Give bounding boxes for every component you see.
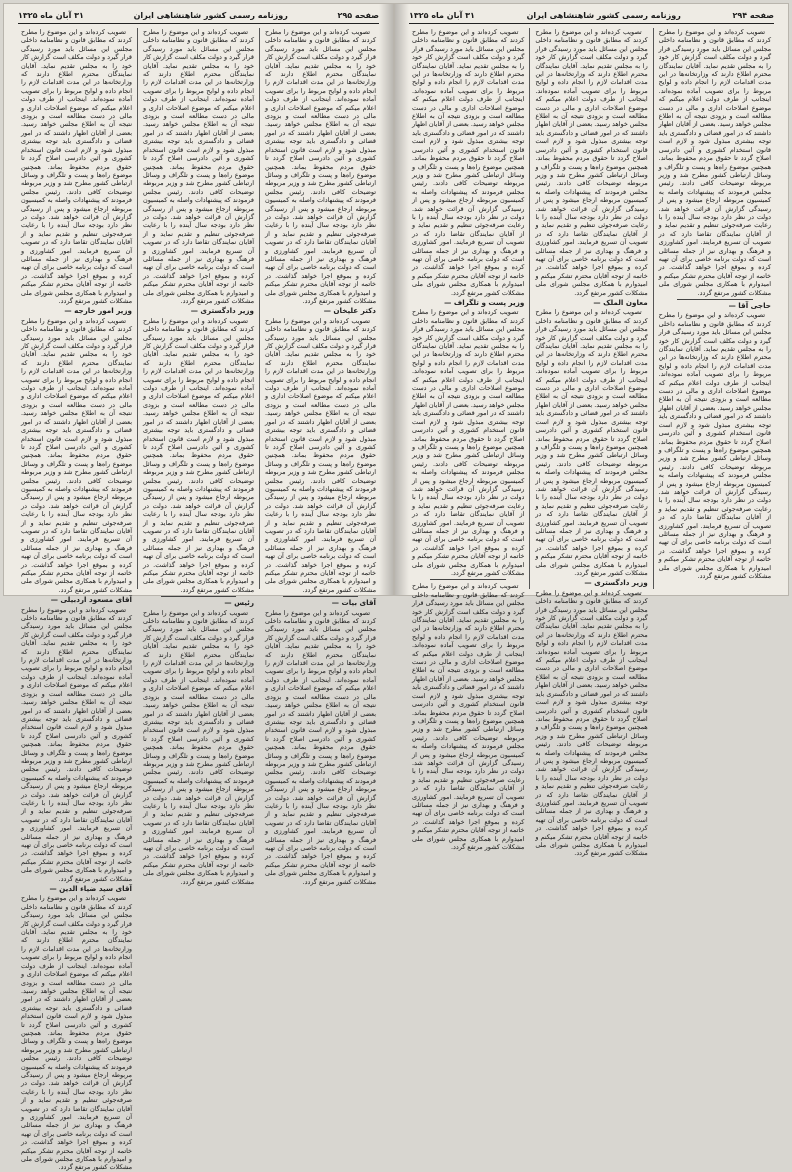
document-spread <box>3 3 789 1172</box>
body-text: تصویب کرده‌اند و این موضوع را مطرح کردند که مطابق قانون و نظامنامه داخلی مجلس این مسائل باید مورد رسیدگی قرار گیرد و دولت مکلف است گزارش کار خود را به مجلس تقدیم نماید. آقایان نمایندگان محترم اطلاع دارند که وزارتخانه‌ها در این مدت اقدامات لازم را انجام داده و لوایح مربوط را برای تصویب آماده نموده‌اند. اینجانب از طرف دولت اعلام میکنم که موضوع اصلاحات اداری و مالی در دست مطالعه است و بزودی نتیجه آن به اطلاع مجلس خواهد رسید. بعضی از آقایان اظهار داشتند که در امور قضائی و دادگستری باید توجه بیشتری مبذول شود و لازم است قانون استخدام کشوری و آئین دادرسی اصلاح گردد تا حقوق مردم محفوظ بماند. همچنین موضوع راه‌ها و پست و تلگراف و وسائل ارتباطی کشور مطرح شد و وزیر مربوطه توضیحات کافی دادند. رئیس مجلس فرمودند که پیشنهادات واصله به کمیسیون مربوطه ارجاع میشود و پس از رسیدگی گزارش آن قرائت خواهد شد. دولت در نظر دارد بودجه سال آینده را با رعایت صرفه‌جوئی تنظیم و تقدیم نماید و از آقایان نمایندگان تقاضا دارد که در تصویب آن تسریع فرمایند. امور کشاورزی و فرهنگ و بهداری نیز از جمله مسائلی است که دولت برنامه خاصی برای آن تهیه کرده و بموقع اجرا خواهد گذاشت. در خاتمه از توجه آقایان محترم تشکر میکنم و امیدوارم با همکاری مجلس شورای ملی مشکلات کشور مرتفع گردد. <box>21 894 132 1172</box>
section-heading: وزیر پست و تلگراف — <box>444 298 525 307</box>
body-text: تصویب کرده‌اند و این موضوع را مطرح کردند که مطابق قانون و نظامنامه داخلی مجلس این مسائل باید مورد رسیدگی قرار گیرد و دولت مکلف است گزارش کار خود را به مجلس تقدیم نماید. آقایان نمایندگان محترم اطلاع دارند که وزارتخانه‌ها در این مدت اقدامات لازم را انجام داده و لوایح مربوط را برای تصویب آماده نموده‌اند. اینجانب از طرف دولت اعلام میکنم که موضوع اصلاحات اداری و مالی در دست مطالعه است و بزودی نتیجه آن به اطلاع مجلس خواهد رسید. بعضی از آقایان اظهار داشتند که در امور قضائی و دادگستری باید توجه بیشتری مبذول شود و لازم است قانون استخدام کشوری و آئین دادرسی اصلاح گردد تا حقوق مردم محفوظ بماند. همچنین موضوع راه‌ها و پست و تلگراف و وسائل ارتباطی کشور مطرح شد و وزیر مربوطه توضیحات کافی دادند. رئیس مجلس فرمودند که پیشنهادات واصله به کمیسیون مربوطه ارجاع میشود و پس از رسیدگی گزارش آن قرائت خواهد شد. دولت در نظر دارد بودجه سال آینده را با رعایت صرفه‌جوئی تنظیم و تقدیم نماید و از آقایان نمایندگان تقاضا دارد که در تصویب آن تسریع فرمایند. امور کشاورزی و فرهنگ و بهداری نیز از جمله مسائلی است که دولت برنامه خاصی برای آن تهیه کرده و بموقع اجرا خواهد گذاشت. در خاتمه از توجه آقایان محترم تشکر میکنم و امیدوارم با همکاری مجلس شورای ملی مشکلات کشور مرتفع گردد. <box>412 28 525 297</box>
left-column-3 <box>16 28 137 1172</box>
right-column-1 <box>653 28 776 589</box>
body-text: تصویب کرده‌اند و این موضوع را مطرح کردند که مطابق قانون و نظامنامه داخلی مجلس این مسائل باید مورد رسیدگی قرار گیرد و دولت مکلف است گزارش کار خود را به مجلس تقدیم نماید. آقایان نمایندگان محترم اطلاع دارند که وزارتخانه‌ها در این مدت اقدامات لازم را انجام داده و لوایح مربوط را برای تصویب آماده نموده‌اند. اینجانب از طرف دولت اعلام میکنم که موضوع اصلاحات اداری و مالی در دست مطالعه است و بزودی نتیجه آن به اطلاع مجلس خواهد رسید. بعضی از آقایان اظهار داشتند که در امور قضائی و دادگستری باید توجه بیشتری مبذول شود و لازم است قانون استخدام کشوری و آئین دادرسی اصلاح گردد تا حقوق مردم محفوظ بماند. همچنین موضوع راه‌ها و پست و تلگراف و وسائل ارتباطی کشور مطرح شد و وزیر مربوطه توضیحات کافی دادند. رئیس مجلس فرمودند که پیشنهادات واصله به کمیسیون مربوطه ارجاع میشود و پس از رسیدگی گزارش آن قرائت خواهد شد. دولت در نظر دارد بودجه سال آینده را با رعایت صرفه‌جوئی تنظیم و تقدیم نماید و از آقایان نمایندگان تقاضا دارد که در تصویب آن تسریع فرمایند. امور کشاورزی و فرهنگ و بهداری نیز از جمله مسائلی است که دولت برنامه خاصی برای آن تهیه کرده و بموقع اجرا خواهد گذاشت. در خاتمه از توجه آقایان محترم تشکر میکنم و امیدوارم با همکاری مجلس شورای ملی مشکلات کشور مرتفع گردد. <box>535 308 648 577</box>
right-header-page-label: صفحه ۲۹۴ <box>732 10 774 20</box>
body-text: تصویب کرده‌اند و این موضوع را مطرح کردند که مطابق قانون و نظامنامه داخلی مجلس این مسائل باید مورد رسیدگی قرار گیرد و دولت مکلف است گزارش کار خود را به مجلس تقدیم نماید. آقایان نمایندگان محترم اطلاع دارند که وزارتخانه‌ها در این مدت اقدامات لازم را انجام داده و لوایح مربوط را برای تصویب آماده نموده‌اند. اینجانب از طرف دولت اعلام میکنم که موضوع اصلاحات اداری و مالی در دست مطالعه است و بزودی نتیجه آن به اطلاع مجلس خواهد رسید. بعضی از آقایان اظهار داشتند که در امور قضائی و دادگستری باید توجه بیشتری مبذول شود و لازم است قانون استخدام کشوری و آئین دادرسی اصلاح گردد تا حقوق مردم محفوظ بماند. همچنین موضوع راه‌ها و پست و تلگراف و وسائل ارتباطی کشور مطرح شد و وزیر مربوطه توضیحات کافی دادند. رئیس مجلس فرمودند که پیشنهادات واصله به کمیسیون مربوطه ارجاع میشود و پس از رسیدگی گزارش آن قرائت خواهد شد. دولت در نظر دارد بودجه سال آینده را با رعایت صرفه‌جوئی تنظیم و تقدیم نماید و از آقایان نمایندگان تقاضا دارد که در تصویب آن تسریع فرمایند. امور کشاورزی و فرهنگ و بهداری نیز از جمله مسائلی است که دولت برنامه خاصی برای آن تهیه کرده و بموقع اجرا خواهد گذاشت. در خاتمه از توجه آقایان محترم تشکر میکنم و امیدوارم با همکاری مجلس شورای ملی مشکلات کشور مرتفع گردد. <box>21 316 132 594</box>
body-text: تصویب کرده‌اند و این موضوع را مطرح کردند که مطابق قانون و نظامنامه داخلی مجلس این مسائل باید مورد رسیدگی قرار گیرد و دولت مکلف است گزارش کار خود را به مجلس تقدیم نماید. آقایان نمایندگان محترم اطلاع دارند که وزارتخانه‌ها در این مدت اقدامات لازم را انجام داده و لوایح مربوط را برای تصویب آماده نموده‌اند. اینجانب از طرف دولت اعلام میکنم که موضوع اصلاحات اداری و مالی در دست مطالعه است و بزودی نتیجه آن به اطلاع مجلس خواهد رسید. بعضی از آقایان اظهار داشتند که در امور قضائی و دادگستری باید توجه بیشتری مبذول شود و لازم است قانون استخدام کشوری و آئین دادرسی اصلاح گردد تا حقوق مردم محفوظ بماند. همچنین موضوع راه‌ها و پست و تلگراف و وسائل ارتباطی کشور مطرح شد و وزیر مربوطه توضیحات کافی دادند. رئیس مجلس فرمودند که پیشنهادات واصله به کمیسیون مربوطه ارجاع میشود و پس از رسیدگی گزارش آن قرائت خواهد شد. دولت در نظر دارد بودجه سال آینده را با رعایت صرفه‌جوئی تنظیم و تقدیم نماید و از آقایان نمایندگان تقاضا دارد که در تصویب آن تسریع فرمایند. امور کشاورزی و فرهنگ و بهداری نیز از جمله مسائلی است که دولت برنامه خاصی برای آن تهیه کرده و بموقع اجرا خواهد گذاشت. در خاتمه از توجه آقایان محترم تشکر میکنم و امیدوارم با همکاری مجلس شورای ملی مشکلات کشور مرتفع گردد. <box>143 608 254 886</box>
body-text: تصویب کرده‌اند و این موضوع را مطرح کردند که مطابق قانون و نظامنامه داخلی مجلس این مسائل باید مورد رسیدگی قرار گیرد و دولت مکلف است گزارش کار خود را به مجلس تقدیم نماید. آقایان نمایندگان محترم اطلاع دارند که وزارتخانه‌ها در این مدت اقدامات لازم را انجام داده و لوایح مربوط را برای تصویب آماده نموده‌اند. اینجانب از طرف دولت اعلام میکنم که موضوع اصلاحات اداری و مالی در دست مطالعه است و بزودی نتیجه آن به اطلاع مجلس خواهد رسید. بعضی از آقایان اظهار داشتند که در امور قضائی و دادگستری باید توجه بیشتری مبذول شود و لازم است قانون استخدام کشوری و آئین دادرسی اصلاح گردد تا حقوق مردم محفوظ بماند. همچنین موضوع راه‌ها و پست و تلگراف و وسائل ارتباطی کشور مطرح شد و وزیر مربوطه توضیحات کافی دادند. رئیس مجلس فرمودند که پیشنهادات واصله به کمیسیون مربوطه ارجاع میشود و پس از رسیدگی گزارش آن قرائت خواهد شد. دولت در نظر دارد بودجه سال آینده را با رعایت صرفه‌جوئی تنظیم و تقدیم نماید و از آقایان نمایندگان تقاضا دارد که در تصویب آن تسریع فرمایند. امور کشاورزی و فرهنگ و بهداری نیز از جمله مسائلی است که دولت برنامه خاصی برای آن تهیه کرده و بموقع اجرا خواهد گذاشت. در خاتمه از توجه آقایان محترم تشکر میکنم و امیدوارم با همکاری مجلس شورای ملی مشکلات کشور مرتفع گردد. <box>265 608 376 886</box>
section-heading: وزیر دادگستری — <box>190 306 254 316</box>
body-text: تصویب کرده‌اند و این موضوع را مطرح کردند که مطابق قانون و نظامنامه داخلی مجلس این مسائل باید مورد رسیدگی قرار گیرد و دولت مکلف است گزارش کار خود را به مجلس تقدیم نماید. آقایان نمایندگان محترم اطلاع دارند که وزارتخانه‌ها در این مدت اقدامات لازم را انجام داده و لوایح مربوط را برای تصویب آماده نموده‌اند. اینجانب از طرف دولت اعلام میکنم که موضوع اصلاحات اداری و مالی در دست مطالعه است و بزودی نتیجه آن به اطلاع مجلس خواهد رسید. بعضی از آقایان اظهار داشتند که در امور قضائی و دادگستری باید توجه بیشتری مبذول شود و لازم است قانون استخدام کشوری و آئین دادرسی اصلاح گردد تا حقوق مردم محفوظ بماند. همچنین موضوع راه‌ها و پست و تلگراف و وسائل ارتباطی کشور مطرح شد و وزیر مربوطه توضیحات کافی دادند. رئیس مجلس فرمودند که پیشنهادات واصله به کمیسیون مربوطه ارجاع میشود و پس از رسیدگی گزارش آن قرائت خواهد شد. دولت در نظر دارد بودجه سال آینده را با رعایت صرفه‌جوئی تنظیم و تقدیم نماید و از آقایان نمایندگان تقاضا دارد که در تصویب آن تسریع فرمایند. امور کشاورزی و فرهنگ و بهداری نیز از جمله مسائلی است که دولت برنامه خاصی برای آن تهیه کرده و بموقع اجرا خواهد گذاشت. در خاتمه از توجه آقایان محترم تشکر میکنم و امیدوارم با همکاری مجلس شورای ملی مشکلات کشور مرتفع گردد. <box>143 316 254 594</box>
right-header-rule <box>409 23 774 24</box>
left-column-1 <box>259 28 381 886</box>
body-text: تصویب کرده‌اند و این موضوع را مطرح کردند که مطابق قانون و نظامنامه داخلی مجلس این مسائل باید مورد رسیدگی قرار گیرد و دولت مکلف است گزارش کار خود را به مجلس تقدیم نماید. آقایان نمایندگان محترم اطلاع دارند که وزارتخانه‌ها در این مدت اقدامات لازم را انجام داده و لوایح مربوط را برای تصویب آماده نموده‌اند. اینجانب از طرف دولت اعلام میکنم که موضوع اصلاحات اداری و مالی در دست مطالعه است و بزودی نتیجه آن به اطلاع مجلس خواهد رسید. بعضی از آقایان اظهار داشتند که در امور قضائی و دادگستری باید توجه بیشتری مبذول شود و لازم است قانون استخدام کشوری و آئین دادرسی اصلاح گردد تا حقوق مردم محفوظ بماند. همچنین موضوع راه‌ها و پست و تلگراف و وسائل ارتباطی کشور مطرح شد و وزیر مربوطه توضیحات کافی دادند. رئیس مجلس فرمودند که پیشنهادات واصله به کمیسیون مربوطه ارجاع میشود و پس از رسیدگی گزارش آن قرائت خواهد شد. دولت در نظر دارد بودجه سال آینده را با رعایت صرفه‌جوئی تنظیم و تقدیم نماید و از آقایان نمایندگان تقاضا دارد که در تصویب آن تسریع فرمایند. امور کشاورزی و فرهنگ و بهداری نیز از جمله مسائلی است که دولت برنامه خاصی برای آن تهیه کرده و بموقع اجرا خواهد گذاشت. در خاتمه از توجه آقایان محترم تشکر میکنم و امیدوارم با همکاری مجلس شورای ملی مشکلات کشور مرتفع گردد. <box>265 316 376 594</box>
right-page-columns <box>407 28 776 858</box>
left-page-header <box>18 8 379 22</box>
right-header-title: روزنامه رسمی کشور شاهنشاهی ایران <box>526 10 681 20</box>
body-text: تصویب کرده‌اند و این موضوع را مطرح کردند که مطابق قانون و نظامنامه داخلی مجلس این مسائل باید مورد رسیدگی قرار گیرد و دولت مکلف است گزارش کار خود را به مجلس تقدیم نماید. آقایان نمایندگان محترم اطلاع دارند که وزارتخانه‌ها در این مدت اقدامات لازم را انجام داده و لوایح مربوط را برای تصویب آماده نموده‌اند. اینجانب از طرف دولت اعلام میکنم که موضوع اصلاحات اداری و مالی در دست مطالعه است و بزودی نتیجه آن به اطلاع مجلس خواهد رسید. بعضی از آقایان اظهار داشتند که در امور قضائی و دادگستری باید توجه بیشتری مبذول شود و لازم است قانون استخدام کشوری و آئین دادرسی اصلاح گردد تا حقوق مردم محفوظ بماند. همچنین موضوع راه‌ها و پست و تلگراف و وسائل ارتباطی کشور مطرح شد و وزیر مربوطه توضیحات کافی دادند. رئیس مجلس فرمودند که پیشنهادات واصله به کمیسیون مربوطه ارجاع میشود و پس از رسیدگی گزارش آن قرائت خواهد شد. دولت در نظر دارد بودجه سال آینده را با رعایت صرفه‌جوئی تنظیم و تقدیم نماید و از آقایان نمایندگان تقاضا دارد که در تصویب آن تسریع فرمایند. امور کشاورزی و فرهنگ و بهداری نیز از جمله مسائلی است که دولت برنامه خاصی برای آن تهیه کرده و بموقع اجرا خواهد گذاشت. در خاتمه از توجه آقایان محترم تشکر میکنم و امیدوارم با همکاری مجلس شورای ملی مشکلات کشور مرتفع گردد. <box>658 28 771 297</box>
body-text: تصویب کرده‌اند و این موضوع را مطرح کردند که مطابق قانون و نظامنامه داخلی مجلس این مسائل باید مورد رسیدگی قرار گیرد و دولت مکلف است گزارش کار خود را به مجلس تقدیم نماید. آقایان نمایندگان محترم اطلاع دارند که وزارتخانه‌ها در این مدت اقدامات لازم را انجام داده و لوایح مربوط را برای تصویب آماده نموده‌اند. اینجانب از طرف دولت اعلام میکنم که موضوع اصلاحات اداری و مالی در دست مطالعه است و بزودی نتیجه آن به اطلاع مجلس خواهد رسید. بعضی از آقایان اظهار داشتند که در امور قضائی و دادگستری باید توجه بیشتری مبذول شود و لازم است قانون استخدام کشوری و آئین دادرسی اصلاح گردد تا حقوق مردم محفوظ بماند. همچنین موضوع راه‌ها و پست و تلگراف و وسائل ارتباطی کشور مطرح شد و وزیر مربوطه توضیحات کافی دادند. رئیس مجلس فرمودند که پیشنهادات واصله به کمیسیون مربوطه ارجاع میشود و پس از رسیدگی گزارش آن قرائت خواهد شد. دولت در نظر دارد بودجه سال آینده را با رعایت صرفه‌جوئی تنظیم و تقدیم نماید و از آقایان نمایندگان تقاضا دارد که در تصویب آن تسریع فرمایند. امور کشاورزی و فرهنگ و بهداری نیز از جمله مسائلی است که دولت برنامه خاصی برای آن تهیه کرده و بموقع اجرا خواهد گذاشت. در خاتمه از توجه آقایان محترم تشکر میکنم و امیدوارم با همکاری مجلس شورای ملی مشکلات کشور مرتفع گردد. <box>412 582 525 851</box>
section-heading: حاجی آقا — <box>728 301 771 310</box>
left-header-page-label: صفحه ۲۹۵ <box>337 10 379 20</box>
section-heading: رئیس — <box>224 598 254 608</box>
section-heading: آقای بیات — <box>331 598 376 608</box>
body-text: تصویب کرده‌اند و این موضوع را مطرح کردند که مطابق قانون و نظامنامه داخلی مجلس این مسائل باید مورد رسیدگی قرار گیرد و دولت مکلف است گزارش کار خود را به مجلس تقدیم نماید. آقایان نمایندگان محترم اطلاع دارند که وزارتخانه‌ها در این مدت اقدامات لازم را انجام داده و لوایح مربوط را برای تصویب آماده نموده‌اند. اینجانب از طرف دولت اعلام میکنم که موضوع اصلاحات اداری و مالی در دست مطالعه است و بزودی نتیجه آن به اطلاع مجلس خواهد رسید. بعضی از آقایان اظهار داشتند که در امور قضائی و دادگستری باید توجه بیشتری مبذول شود و لازم است قانون استخدام کشوری و آئین دادرسی اصلاح گردد تا حقوق مردم محفوظ بماند. همچنین موضوع راه‌ها و پست و تلگراف و وسائل ارتباطی کشور مطرح شد و وزیر مربوطه توضیحات کافی دادند. رئیس مجلس فرمودند که پیشنهادات واصله به کمیسیون مربوطه ارجاع میشود و پس از رسیدگی گزارش آن قرائت خواهد شد. دولت در نظر دارد بودجه سال آینده را با رعایت صرفه‌جوئی تنظیم و تقدیم نماید و از آقایان نمایندگان تقاضا دارد که در تصویب آن تسریع فرمایند. امور کشاورزی و فرهنگ و بهداری نیز از جمله مسائلی است که دولت برنامه خاصی برای آن تهیه کرده و بموقع اجرا خواهد گذاشت. در خاتمه از توجه آقایان محترم تشکر میکنم و امیدوارم با همکاری مجلس شورای ملی مشکلات کشور مرتفع گردد. <box>658 311 771 580</box>
body-text: تصویب کرده‌اند و این موضوع را مطرح کردند که مطابق قانون و نظامنامه داخلی مجلس این مسائل باید مورد رسیدگی قرار گیرد و دولت مکلف است گزارش کار خود را به مجلس تقدیم نماید. آقایان نمایندگان محترم اطلاع دارند که وزارتخانه‌ها در این مدت اقدامات لازم را انجام داده و لوایح مربوط را برای تصویب آماده نموده‌اند. اینجانب از طرف دولت اعلام میکنم که موضوع اصلاحات اداری و مالی در دست مطالعه است و بزودی نتیجه آن به اطلاع مجلس خواهد رسید. بعضی از آقایان اظهار داشتند که در امور قضائی و دادگستری باید توجه بیشتری مبذول شود و لازم است قانون استخدام کشوری و آئین دادرسی اصلاح گردد تا حقوق مردم محفوظ بماند. همچنین موضوع راه‌ها و پست و تلگراف و وسائل ارتباطی کشور مطرح شد و وزیر مربوطه توضیحات کافی دادند. رئیس مجلس فرمودند که پیشنهادات واصله به کمیسیون مربوطه ارجاع میشود و پس از رسیدگی گزارش آن قرائت خواهد شد. دولت در نظر دارد بودجه سال آینده را با رعایت صرفه‌جوئی تنظیم و تقدیم نماید و از آقایان نمایندگان تقاضا دارد که در تصویب آن تسریع فرمایند. امور کشاورزی و فرهنگ و بهداری نیز از جمله مسائلی است که دولت برنامه خاصی برای آن تهیه کرده و بموقع اجرا خواهد گذاشت. در خاتمه از توجه آقایان محترم تشکر میکنم و امیدوارم با همکاری مجلس شورای ملی مشکلات کشور مرتفع گردد. <box>412 308 525 577</box>
body-text: تصویب کرده‌اند و این موضوع را مطرح کردند که مطابق قانون و نظامنامه داخلی مجلس این مسائل باید مورد رسیدگی قرار گیرد و دولت مکلف است گزارش کار خود را به مجلس تقدیم نماید. آقایان نمایندگان محترم اطلاع دارند که وزارتخانه‌ها در این مدت اقدامات لازم را انجام داده و لوایح مربوط را برای تصویب آماده نموده‌اند. اینجانب از طرف دولت اعلام میکنم که موضوع اصلاحات اداری و مالی در دست مطالعه است و بزودی نتیجه آن به اطلاع مجلس خواهد رسید. بعضی از آقایان اظهار داشتند که در امور قضائی و دادگستری باید توجه بیشتری مبذول شود و لازم است قانون استخدام کشوری و آئین دادرسی اصلاح گردد تا حقوق مردم محفوظ بماند. همچنین موضوع راه‌ها و پست و تلگراف و وسائل ارتباطی کشور مطرح شد و وزیر مربوطه توضیحات کافی دادند. رئیس مجلس فرمودند که پیشنهادات واصله به کمیسیون مربوطه ارجاع میشود و پس از رسیدگی گزارش آن قرائت خواهد شد. دولت در نظر دارد بودجه سال آینده را با رعایت صرفه‌جوئی تنظیم و تقدیم نماید و از آقایان نمایندگان تقاضا دارد که در تصویب آن تسریع فرمایند. امور کشاورزی و فرهنگ و بهداری نیز از جمله مسائلی است که دولت برنامه خاصی برای آن تهیه کرده و بموقع اجرا خواهد گذاشت. در خاتمه از توجه آقایان محترم تشکر میکنم و امیدوارم با همکاری مجلس شورای ملی مشکلات کشور مرتفع گردد. <box>265 28 376 305</box>
divider <box>677 299 753 300</box>
section-heading: آقای مسعود اردبیلی — <box>50 595 132 605</box>
left-page-columns <box>16 28 381 1172</box>
divider <box>430 579 506 580</box>
section-heading: آقای سید ضیاء الدین — <box>49 884 132 894</box>
right-page-header <box>409 8 774 22</box>
left-header-title: روزنامه رسمی کشور شاهنشاهی ایران <box>133 10 288 20</box>
section-heading: دکتر علیخان — <box>323 306 376 316</box>
body-text: تصویب کرده‌اند و این موضوع را مطرح کردند که مطابق قانون و نظامنامه داخلی مجلس این مسائل باید مورد رسیدگی قرار گیرد و دولت مکلف است گزارش کار خود را به مجلس تقدیم نماید. آقایان نمایندگان محترم اطلاع دارند که وزارتخانه‌ها در این مدت اقدامات لازم را انجام داده و لوایح مربوط را برای تصویب آماده نموده‌اند. اینجانب از طرف دولت اعلام میکنم که موضوع اصلاحات اداری و مالی در دست مطالعه است و بزودی نتیجه آن به اطلاع مجلس خواهد رسید. بعضی از آقایان اظهار داشتند که در امور قضائی و دادگستری باید توجه بیشتری مبذول شود و لازم است قانون استخدام کشوری و آئین دادرسی اصلاح گردد تا حقوق مردم محفوظ بماند. همچنین موضوع راه‌ها و پست و تلگراف و وسائل ارتباطی کشور مطرح شد و وزیر مربوطه توضیحات کافی دادند. رئیس مجلس فرمودند که پیشنهادات واصله به کمیسیون مربوطه ارجاع میشود و پس از رسیدگی گزارش آن قرائت خواهد شد. دولت در نظر دارد بودجه سال آینده را با رعایت صرفه‌جوئی تنظیم و تقدیم نماید و از آقایان نمایندگان تقاضا دارد که در تصویب آن تسریع فرمایند. امور کشاورزی و فرهنگ و بهداری نیز از جمله مسائلی است که دولت برنامه خاصی برای آن تهیه کرده و بموقع اجرا خواهد گذاشت. در خاتمه از توجه آقایان محترم تشکر میکنم و امیدوارم با همکاری مجلس شورای ملی مشکلات کشور مرتفع گردد. <box>21 28 132 305</box>
section-heading: معاون الملک — <box>593 298 648 307</box>
left-header-rule <box>18 23 379 24</box>
section-heading: وزیر امور خارجه — <box>64 306 132 316</box>
left-page <box>3 3 394 1172</box>
right-column-3 <box>407 28 529 851</box>
right-page <box>394 3 789 858</box>
divider <box>161 596 236 597</box>
left-column-2 <box>137 28 259 886</box>
section-heading: وزیر دادگستری — <box>584 578 648 588</box>
body-text: تصویب کرده‌اند و این موضوع را مطرح کردند که مطابق قانون و نظامنامه داخلی مجلس این مسائل باید مورد رسیدگی قرار گیرد و دولت مکلف است گزارش کار خود را به مجلس تقدیم نماید. آقایان نمایندگان محترم اطلاع دارند که وزارتخانه‌ها در این مدت اقدامات لازم را انجام داده و لوایح مربوط را برای تصویب آماده نموده‌اند. اینجانب از طرف دولت اعلام میکنم که موضوع اصلاحات اداری و مالی در دست مطالعه است و بزودی نتیجه آن به اطلاع مجلس خواهد رسید. بعضی از آقایان اظهار داشتند که در امور قضائی و دادگستری باید توجه بیشتری مبذول شود و لازم است قانون استخدام کشوری و آئین دادرسی اصلاح گردد تا حقوق مردم محفوظ بماند. همچنین موضوع راه‌ها و پست و تلگراف و وسائل ارتباطی کشور مطرح شد و وزیر مربوطه توضیحات کافی دادند. رئیس مجلس فرمودند که پیشنهادات واصله به کمیسیون مربوطه ارجاع میشود و پس از رسیدگی گزارش آن قرائت خواهد شد. دولت در نظر دارد بودجه سال آینده را با رعایت صرفه‌جوئی تنظیم و تقدیم نماید و از آقایان نمایندگان تقاضا دارد که در تصویب آن تسریع فرمایند. امور کشاورزی و فرهنگ و بهداری نیز از جمله مسائلی است که دولت برنامه خاصی برای آن تهیه کرده و بموقع اجرا خواهد گذاشت. در خاتمه از توجه آقایان محترم تشکر میکنم و امیدوارم با همکاری مجلس شورای ملی مشکلات کشور مرتفع گردد. <box>143 28 254 305</box>
gutter-shadow <box>379 4 393 595</box>
body-text: تصویب کرده‌اند و این موضوع را مطرح کردند که مطابق قانون و نظامنامه داخلی مجلس این مسائل باید مورد رسیدگی قرار گیرد و دولت مکلف است گزارش کار خود را به مجلس تقدیم نماید. آقایان نمایندگان محترم اطلاع دارند که وزارتخانه‌ها در این مدت اقدامات لازم را انجام داده و لوایح مربوط را برای تصویب آماده نموده‌اند. اینجانب از طرف دولت اعلام میکنم که موضوع اصلاحات اداری و مالی در دست مطالعه است و بزودی نتیجه آن به اطلاع مجلس خواهد رسید. بعضی از آقایان اظهار داشتند که در امور قضائی و دادگستری باید توجه بیشتری مبذول شود و لازم است قانون استخدام کشوری و آئین دادرسی اصلاح گردد تا حقوق مردم محفوظ بماند. همچنین موضوع راه‌ها و پست و تلگراف و وسائل ارتباطی کشور مطرح شد و وزیر مربوطه توضیحات کافی دادند. رئیس مجلس فرمودند که پیشنهادات واصله به کمیسیون مربوطه ارجاع میشود و پس از رسیدگی گزارش آن قرائت خواهد شد. دولت در نظر دارد بودجه سال آینده را با رعایت صرفه‌جوئی تنظیم و تقدیم نماید و از آقایان نمایندگان تقاضا دارد که در تصویب آن تسریع فرمایند. امور کشاورزی و فرهنگ و بهداری نیز از جمله مسائلی است که دولت برنامه خاصی برای آن تهیه کرده و بموقع اجرا خواهد گذاشت. در خاتمه از توجه آقایان محترم تشکر میکنم و امیدوارم با همکاری مجلس شورای ملی مشکلات کشور مرتفع گردد. <box>535 28 648 297</box>
right-column-2 <box>529 28 652 858</box>
body-text: تصویب کرده‌اند و این موضوع را مطرح کردند که مطابق قانون و نظامنامه داخلی مجلس این مسائل باید مورد رسیدگی قرار گیرد و دولت مکلف است گزارش کار خود را به مجلس تقدیم نماید. آقایان نمایندگان محترم اطلاع دارند که وزارتخانه‌ها در این مدت اقدامات لازم را انجام داده و لوایح مربوط را برای تصویب آماده نموده‌اند. اینجانب از طرف دولت اعلام میکنم که موضوع اصلاحات اداری و مالی در دست مطالعه است و بزودی نتیجه آن به اطلاع مجلس خواهد رسید. بعضی از آقایان اظهار داشتند که در امور قضائی و دادگستری باید توجه بیشتری مبذول شود و لازم است قانون استخدام کشوری و آئین دادرسی اصلاح گردد تا حقوق مردم محفوظ بماند. همچنین موضوع راه‌ها و پست و تلگراف و وسائل ارتباطی کشور مطرح شد و وزیر مربوطه توضیحات کافی دادند. رئیس مجلس فرمودند که پیشنهادات واصله به کمیسیون مربوطه ارجاع میشود و پس از رسیدگی گزارش آن قرائت خواهد شد. دولت در نظر دارد بودجه سال آینده را با رعایت صرفه‌جوئی تنظیم و تقدیم نماید و از آقایان نمایندگان تقاضا دارد که در تصویب آن تسریع فرمایند. امور کشاورزی و فرهنگ و بهداری نیز از جمله مسائلی است که دولت برنامه خاصی برای آن تهیه کرده و بموقع اجرا خواهد گذاشت. در خاتمه از توجه آقایان محترم تشکر میکنم و امیدوارم با همکاری مجلس شورای ملی مشکلات کشور مرتفع گردد. <box>535 588 648 858</box>
body-text: تصویب کرده‌اند و این موضوع را مطرح کردند که مطابق قانون و نظامنامه داخلی مجلس این مسائل باید مورد رسیدگی قرار گیرد و دولت مکلف است گزارش کار خود را به مجلس تقدیم نماید. آقایان نمایندگان محترم اطلاع دارند که وزارتخانه‌ها در این مدت اقدامات لازم را انجام داده و لوایح مربوط را برای تصویب آماده نموده‌اند. اینجانب از طرف دولت اعلام میکنم که موضوع اصلاحات اداری و مالی در دست مطالعه است و بزودی نتیجه آن به اطلاع مجلس خواهد رسید. بعضی از آقایان اظهار داشتند که در امور قضائی و دادگستری باید توجه بیشتری مبذول شود و لازم است قانون استخدام کشوری و آئین دادرسی اصلاح گردد تا حقوق مردم محفوظ بماند. همچنین موضوع راه‌ها و پست و تلگراف و وسائل ارتباطی کشور مطرح شد و وزیر مربوطه توضیحات کافی دادند. رئیس مجلس فرمودند که پیشنهادات واصله به کمیسیون مربوطه ارجاع میشود و پس از رسیدگی گزارش آن قرائت خواهد شد. دولت در نظر دارد بودجه سال آینده را با رعایت صرفه‌جوئی تنظیم و تقدیم نماید و از آقایان نمایندگان تقاضا دارد که در تصویب آن تسریع فرمایند. امور کشاورزی و فرهنگ و بهداری نیز از جمله مسائلی است که دولت برنامه خاصی برای آن تهیه کرده و بموقع اجرا خواهد گذاشت. در خاتمه از توجه آقایان محترم تشکر میکنم و امیدوارم با همکاری مجلس شورای ملی مشکلات کشور مرتفع گردد. <box>21 605 132 883</box>
left-header-date: ۳۱ آبان ماه ۱۳۲۵ <box>18 10 84 20</box>
right-header-date: ۳۱ آبان ماه ۱۳۲۵ <box>409 10 475 20</box>
